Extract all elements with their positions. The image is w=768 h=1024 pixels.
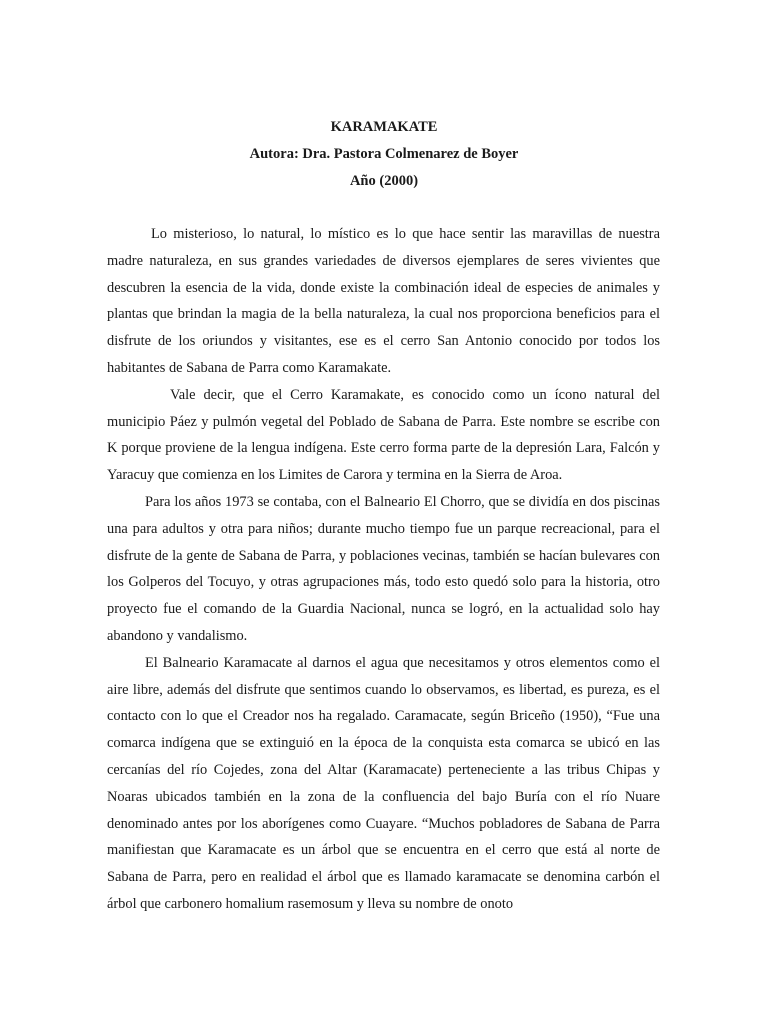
paragraph: Lo misterioso, lo natural, lo místico es lo que hace sentir las maravillas de nuestra madre naturaleza, en sus grandes variedades de diversos ejemplares de seres vivientes que descubren la esencia de la vida, donde existe la combinación ideal de especies de animales y plantas que brindan la magia de la bella naturaleza, la cual nos proporciona beneficios para el disfrute de los oriundos y visitantes, ese es el cerro San Antonio conocido por todos los habitantes de Sabana de Parra como Karamakate. <box>107 226 660 376</box>
document-body <box>107 221 660 918</box>
paragraph: Vale decir, que el Cerro Karamakate, es conocido como un ícono natural del municipio Páez y pulmón vegetal del Poblado de Sabana de Parra. Este nombre se escribe con K porque proviene de la lengua indígena. Este cerro forma parte de la depresión Lara, Falcón y Yaracuy que comienza en los Limites de Carora y termina en la Sierra de Aroa. <box>107 386 660 484</box>
document-title: KARAMAKATE <box>330 119 438 135</box>
paragraph: El Balneario Karamacate al darnos el agua que necesitamos y otros elementos como el aire libre, además del disfrute que sentimos cuando lo observamos, es libertad, es pureza, es el contacto con lo que el Creador nos ha regalado. Caramacate, según Briceño (1950), “Fue una comarca indígena que se extinguió en la época de la conquista esta comarca se ubicó en las cercanías del río Cojedes, zona del Altar (Karamacate) perteneciente a las tribus Chipas y Noaras ubicados también en la zona de la confluencia del bajo Buría con el río Nuare denominado antes por los aborígenes como Cuayare. “Muchos pobladores de Sabana de Parra manifiestan que Karamacate es un árbol que se encuentra en el cerro que está al norte de Sabana de Parra, pero en realidad el árbol que es llamado karamacate se denomina carbón el árbol que carbonero homalium rasemosum y lleva su nombre de onoto <box>107 654 660 912</box>
paragraph: Para los años 1973 se contaba, con el Balneario El Chorro, que se dividía en dos piscinas una para adultos y otra para niños; durante mucho tiempo fue un parque recreacional, para el disfrute de la gente de Sabana de Parra, y poblaciones vecinas, también se hacían bulevares con los Golperos del Tocuyo, y otras agrupaciones más, todo esto quedó solo para la historia, otro proyecto fue el comando de la Guardia Nacional, nunca se logró, en la actualidad solo hay abandono y vandalismo. <box>107 493 660 644</box>
document-year: Año (2000) <box>349 173 419 189</box>
document-author: Autora: Dra. Pastora Colmenarez de Boyer <box>249 146 519 162</box>
